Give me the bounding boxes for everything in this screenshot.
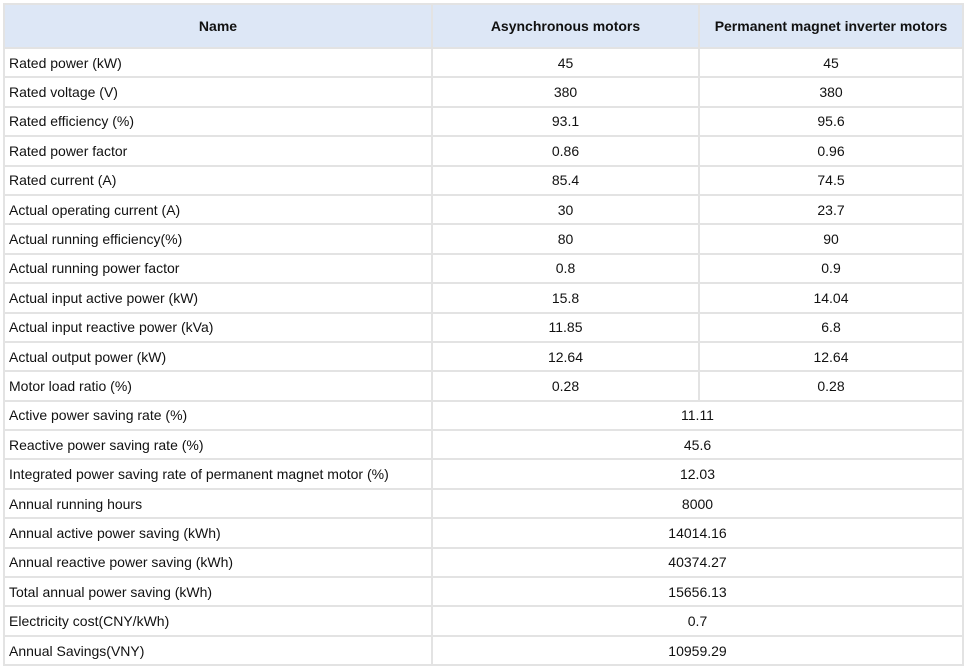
row-label: Active power saving rate (%) [3, 402, 433, 431]
async-value: 30 [433, 196, 700, 225]
row-label: Annual Savings(VNY) [3, 637, 433, 666]
row-label: Rated efficiency (%) [3, 108, 433, 137]
row-label: Reactive power saving rate (%) [3, 431, 433, 460]
row-label: Rated power (kW) [3, 49, 433, 78]
row-label: Actual input reactive power (kVa) [3, 314, 433, 343]
async-value: 11.85 [433, 314, 700, 343]
async-value: 15.8 [433, 284, 700, 313]
async-value: 0.86 [433, 137, 700, 166]
pm-value: 0.96 [700, 137, 964, 166]
pm-value: 0.9 [700, 255, 964, 284]
pm-value: 95.6 [700, 108, 964, 137]
table-row [3, 196, 964, 225]
async-value: 45 [433, 49, 700, 78]
pm-value: 45 [700, 49, 964, 78]
table-row [3, 402, 964, 431]
table-row [3, 519, 964, 548]
merged-value: 12.03 [433, 460, 964, 489]
merged-value: 15656.13 [433, 578, 964, 607]
row-label: Annual running hours [3, 490, 433, 519]
async-value: 380 [433, 78, 700, 107]
merged-value: 40374.27 [433, 549, 964, 578]
pm-value: 380 [700, 78, 964, 107]
table-row [3, 108, 964, 137]
table-row [3, 284, 964, 313]
row-label: Actual output power (kW) [3, 343, 433, 372]
merged-value: 11.11 [433, 402, 964, 431]
row-label: Annual active power saving (kWh) [3, 519, 433, 548]
table-row [3, 225, 964, 254]
motor-comparison-table [3, 3, 964, 666]
table-row [3, 314, 964, 343]
pm-value: 74.5 [700, 167, 964, 196]
row-label: Motor load ratio (%) [3, 372, 433, 401]
table-row [3, 607, 964, 636]
table-header [3, 3, 964, 49]
async-value: 85.4 [433, 167, 700, 196]
async-value: 0.28 [433, 372, 700, 401]
table-row [3, 460, 964, 489]
table-row [3, 549, 964, 578]
table-row [3, 167, 964, 196]
row-label: Electricity cost(CNY/kWh) [3, 607, 433, 636]
pm-value: 0.28 [700, 372, 964, 401]
row-label: Actual running power factor [3, 255, 433, 284]
table-row [3, 255, 964, 284]
pm-value: 23.7 [700, 196, 964, 225]
header-row [3, 3, 964, 49]
pm-value: 14.04 [700, 284, 964, 313]
async-value: 80 [433, 225, 700, 254]
table-row [3, 137, 964, 166]
table-row [3, 578, 964, 607]
merged-value: 0.7 [433, 607, 964, 636]
merged-value: 10959.29 [433, 637, 964, 666]
merged-value: 45.6 [433, 431, 964, 460]
row-label: Rated voltage (V) [3, 78, 433, 107]
row-label: Actual input active power (kW) [3, 284, 433, 313]
row-label: Actual operating current (A) [3, 196, 433, 225]
merged-value: 8000 [433, 490, 964, 519]
row-label: Integrated power saving rate of permanent magnet motor (%) [3, 460, 433, 489]
column-header-asynchronous-motors: Asynchronous motors [433, 3, 700, 49]
table-row [3, 490, 964, 519]
table-row [3, 372, 964, 401]
async-value: 0.8 [433, 255, 700, 284]
column-header-permanent-magnet-motors: Permanent magnet inverter motors [700, 3, 964, 49]
async-value: 12.64 [433, 343, 700, 372]
pm-value: 90 [700, 225, 964, 254]
pm-value: 12.64 [700, 343, 964, 372]
table-row [3, 637, 964, 666]
table-row [3, 78, 964, 107]
table-row [3, 431, 964, 460]
table-body [3, 49, 964, 666]
table-row [3, 49, 964, 78]
column-header-name: Name [3, 3, 433, 49]
table-row [3, 343, 964, 372]
row-label: Rated current (A) [3, 167, 433, 196]
pm-value: 6.8 [700, 314, 964, 343]
async-value: 93.1 [433, 108, 700, 137]
row-label: Annual reactive power saving (kWh) [3, 549, 433, 578]
row-label: Actual running efficiency(%) [3, 225, 433, 254]
merged-value: 14014.16 [433, 519, 964, 548]
row-label: Total annual power saving (kWh) [3, 578, 433, 607]
row-label: Rated power factor [3, 137, 433, 166]
